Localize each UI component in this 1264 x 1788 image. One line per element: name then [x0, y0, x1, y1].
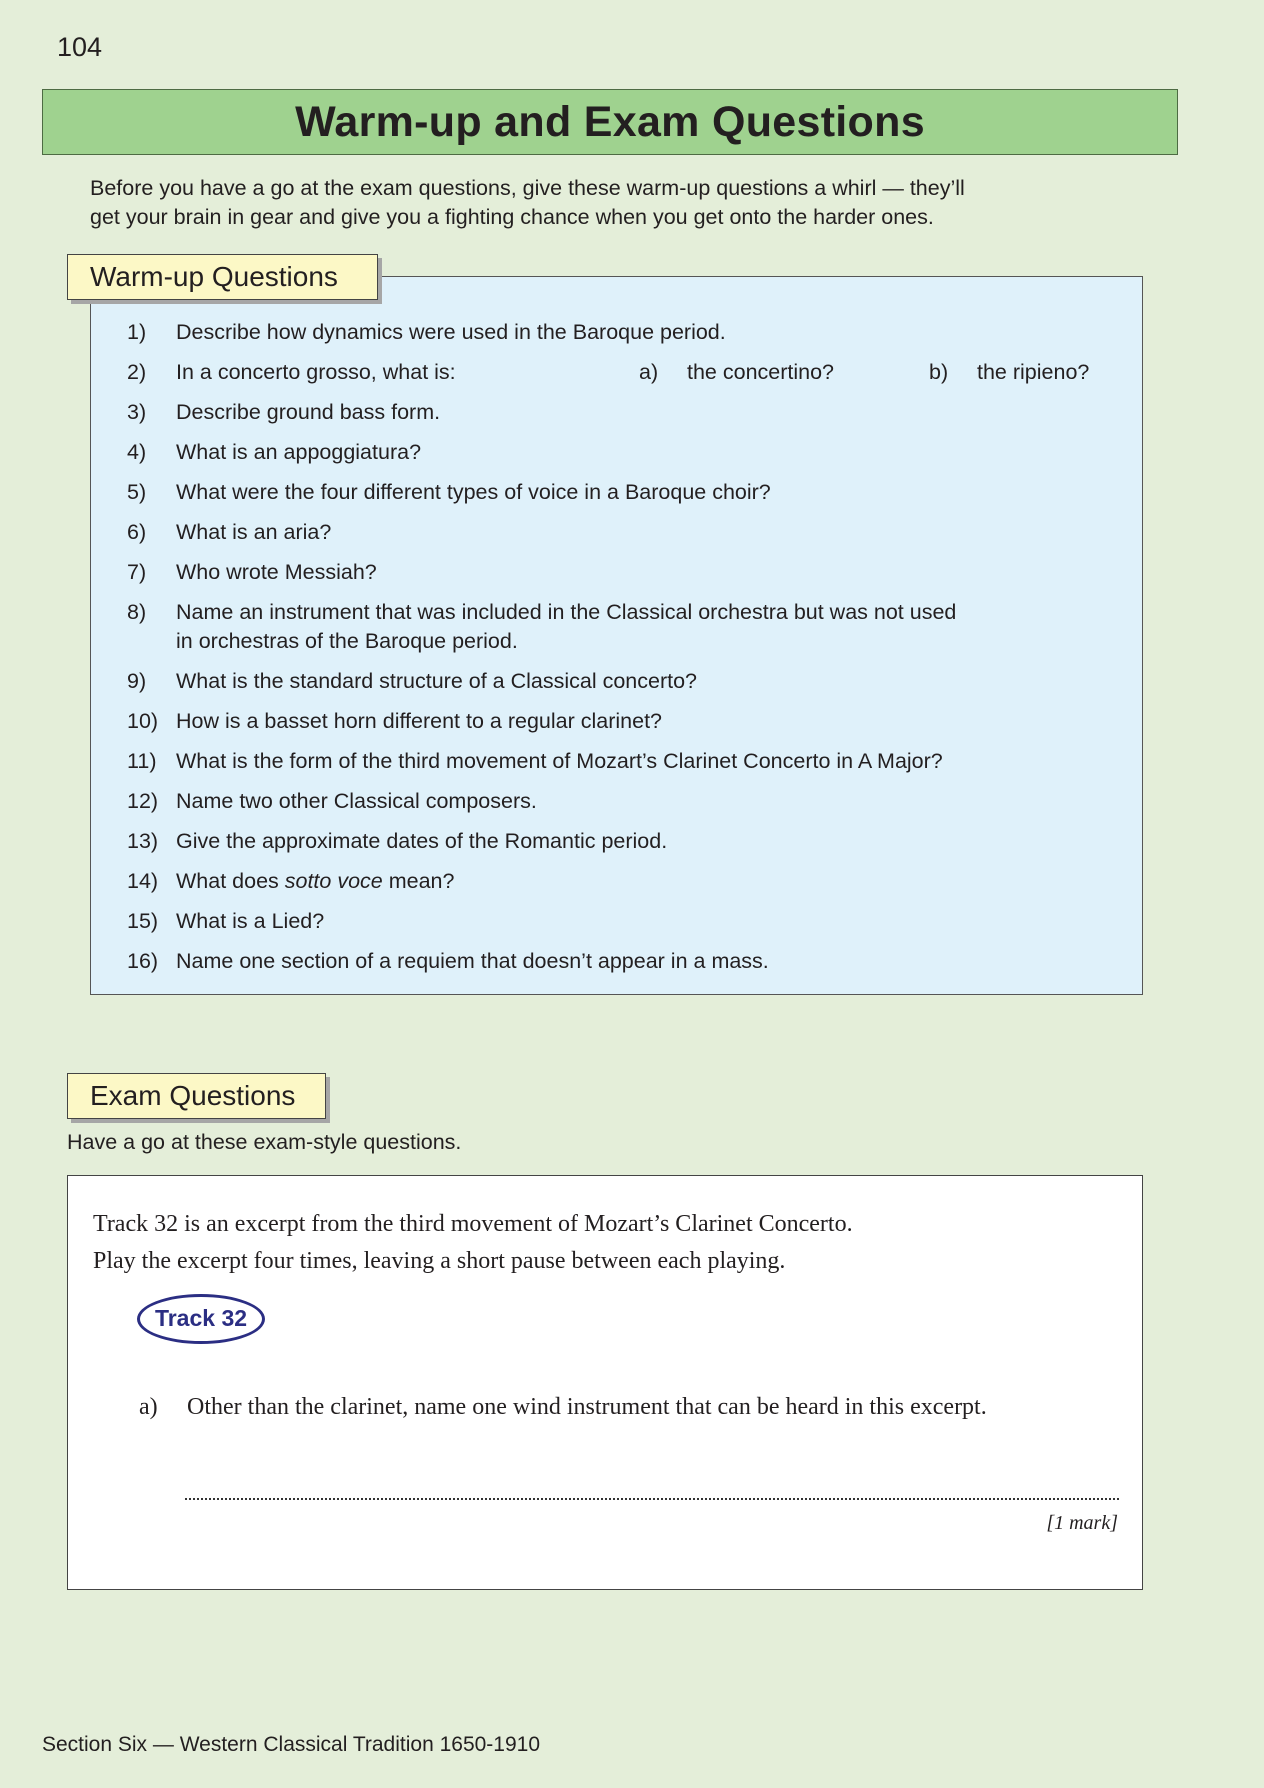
- intro-line: get your brain in gear and give you a fighting chance when you get onto the harder ones.: [90, 205, 934, 229]
- question-text-end: mean?: [382, 869, 455, 893]
- question-text: What is the standard structure of a Classical concerto?: [176, 669, 698, 693]
- question-a-text: Other than the clarinet, name one wind instrument that can be heard in this excerpt.: [187, 1394, 987, 1420]
- question-text: Name an instrument that was included in the Classical orchestra but was not used: [176, 600, 957, 624]
- exam-heading: Exam Questions: [67, 1073, 326, 1119]
- exam-intro: Have a go at these exam-style questions.: [67, 1130, 462, 1154]
- warmup-heading: Warm-up Questions: [67, 254, 378, 300]
- question-number: 6): [127, 520, 147, 544]
- mark-allocation: [1 mark]: [1046, 1512, 1118, 1534]
- italic-term: sotto voce: [284, 869, 383, 893]
- question-number: 9): [127, 669, 147, 693]
- question-number: 4): [127, 440, 147, 464]
- question-number: 5): [127, 480, 147, 504]
- exam-text-line: Play the excerpt four times, leaving a short pause between each playing.: [93, 1248, 786, 1274]
- question-number: 8): [127, 600, 147, 624]
- question-number: 14): [127, 869, 159, 893]
- question-text: Who wrote Messiah?: [176, 560, 377, 584]
- intro-paragraph: [90, 174, 1090, 232]
- track-32-badge: [137, 1294, 265, 1344]
- question-number: 7): [127, 560, 147, 584]
- question-text-start: What does: [176, 869, 285, 893]
- question-number: 3): [127, 400, 147, 424]
- question-text: Give the approximate dates of the Romantic period.: [176, 829, 668, 853]
- intro-line: Before you have a go at the exam questions, give these warm-up questions a whirl — they’ll: [90, 176, 965, 200]
- question-text: Describe how dynamics were used in the Baroque period.: [176, 320, 726, 344]
- page-number: 104: [57, 32, 103, 62]
- subpart-b-text: the ripieno?: [977, 360, 1090, 384]
- question-number: 12): [127, 789, 159, 813]
- question-text: What is the form of the third movement of Mozart’s Clarinet Concerto in A Major?: [176, 749, 943, 773]
- question-number: 13): [127, 829, 159, 853]
- answer-line[interactable]: [185, 1498, 1119, 1500]
- exam-question-box: [67, 1175, 1143, 1590]
- exam-text-line: Track 32 is an excerpt from the third movement of Mozart’s Clarinet Concerto.: [93, 1211, 853, 1237]
- question-text-continued: in orchestras of the Baroque period.: [176, 629, 518, 653]
- question-text: Name two other Classical composers.: [176, 789, 537, 813]
- question-text: How is a basset horn different to a regular clarinet?: [176, 709, 663, 733]
- subpart-b-label: b): [929, 360, 949, 384]
- question-number: 16): [127, 949, 159, 973]
- question-number: 15): [127, 909, 159, 933]
- question-a-label: a): [139, 1394, 158, 1420]
- question-text: What is an appoggiatura?: [176, 440, 422, 464]
- question-text: What is an aria?: [176, 520, 332, 544]
- question-text: In a concerto grosso, what is:: [176, 360, 456, 384]
- question-text: Describe ground bass form.: [176, 400, 441, 424]
- question-number: 10): [127, 709, 159, 733]
- title-banner: [42, 89, 1178, 155]
- subpart-a-label: a): [639, 360, 659, 384]
- track-label: Track 32: [154, 1305, 248, 1331]
- question-number: 1): [127, 320, 147, 344]
- page-title: Warm-up and Exam Questions: [295, 98, 925, 146]
- question-number: 2): [127, 360, 147, 384]
- section-footer: Section Six — Western Classical Tradition 1650-1910: [42, 1733, 541, 1756]
- question-number: 11): [127, 749, 157, 773]
- question-text: What is a Lied?: [176, 909, 325, 933]
- question-text: [176, 867, 454, 896]
- subpart-a-text: the concertino?: [687, 360, 835, 384]
- question-text: What were the four different types of voice in a Baroque choir?: [176, 480, 771, 504]
- question-text: Name one section of a requiem that doesn’t appear in a mass.: [176, 949, 769, 973]
